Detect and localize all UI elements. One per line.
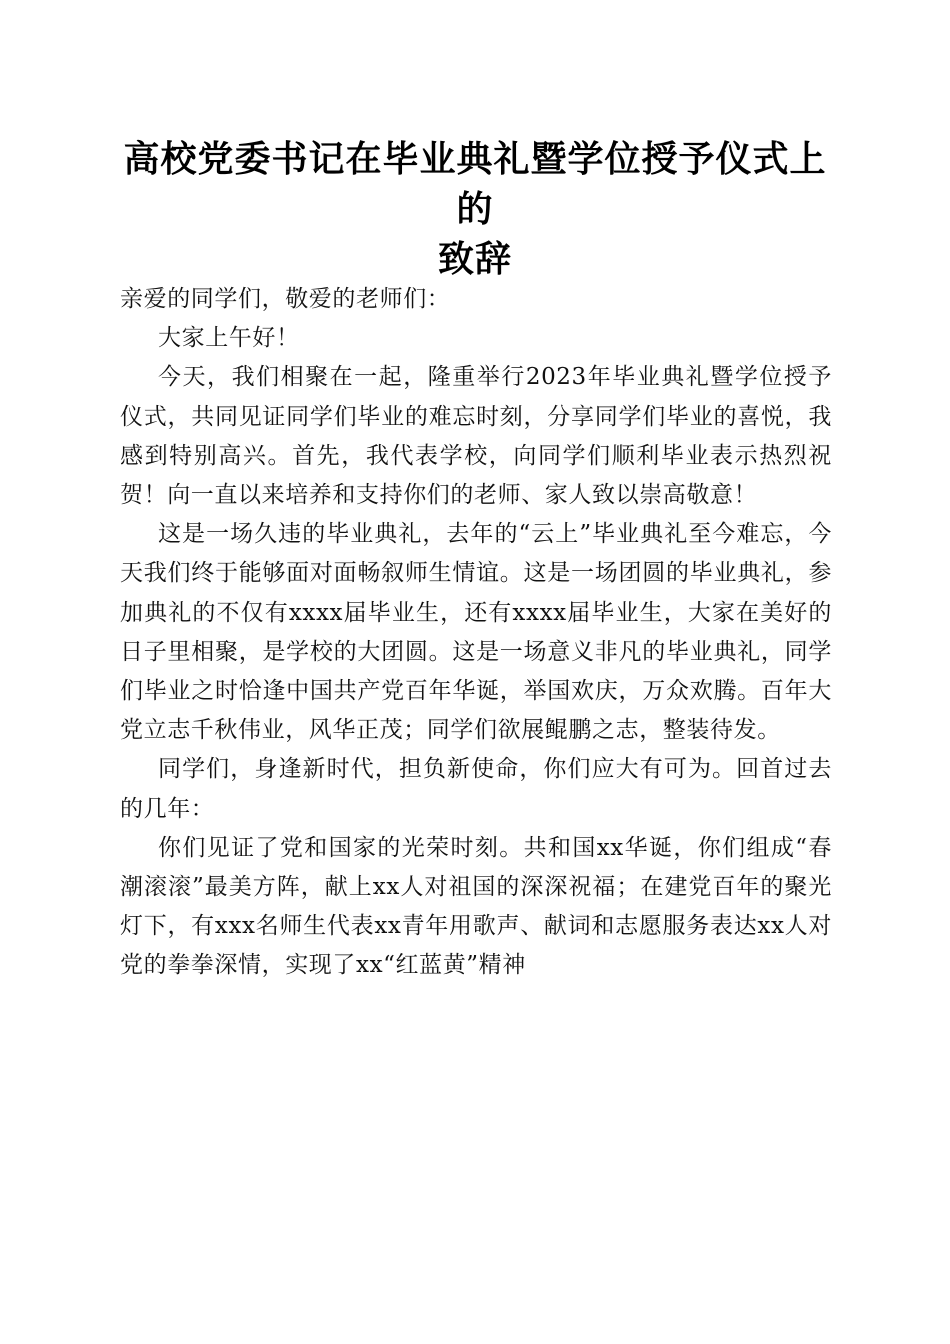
salutation: 亲爱的同学们，敬爱的老师们： bbox=[120, 286, 451, 312]
document-body bbox=[120, 280, 832, 986]
paragraph-opening: 今天，我们相聚在一起，隆重举行2023年毕业典礼暨学位授予仪式，共同见证同学们毕业的难忘时刻，分享同学们毕业的喜悦，我感到特别高兴。首先，我代表学校，向同学们顺利毕业表示热烈祝贺！向一直以来培养和支持你们的老师、家人致以崇高敬意！ bbox=[120, 364, 832, 509]
document-title bbox=[110, 134, 840, 284]
title-line-2: 致辞 bbox=[437, 238, 512, 280]
paragraph-greeting: 大家上午好！ bbox=[158, 325, 300, 352]
paragraph-witness: 你们见证了党和国家的光荣时刻。共和国xx华诞，你们组成“春潮滚滚”最美方阵，献上xx人对祖国的深深祝福；在建党百年的聚光灯下，有xxx名师生代表xx青年用歌声、献词和志愿服务表达xx人对党的拳拳深情，实现了xx“红蓝黄”精神 bbox=[120, 834, 832, 979]
paragraph-new-era: 同学们，身逢新时代，担负新使命，你们应大有可为。回首过去的几年： bbox=[120, 756, 832, 822]
title-line-1: 高校党委书记在毕业典礼暨学位授予仪式上的 bbox=[123, 138, 827, 230]
paragraph-ceremony-meaning: 这是一场久违的毕业典礼，去年的“云上”毕业典礼至今难忘，今天我们终于能够面对面畅叙师生情谊。这是一场团圆的毕业典礼，参加典礼的不仅有xxxx届毕业生，还有xxxx届毕业生，大家在美好的日子里相聚，是学校的大团圆。这是一场意义非凡的毕业典礼，同学们毕业之时恰逢中国共产党百年华诞，举国欢庆，万众欢腾。百年大党立志千秋伟业，风华正茂；同学们欲展鲲鹏之志，整装待发。 bbox=[120, 521, 832, 744]
